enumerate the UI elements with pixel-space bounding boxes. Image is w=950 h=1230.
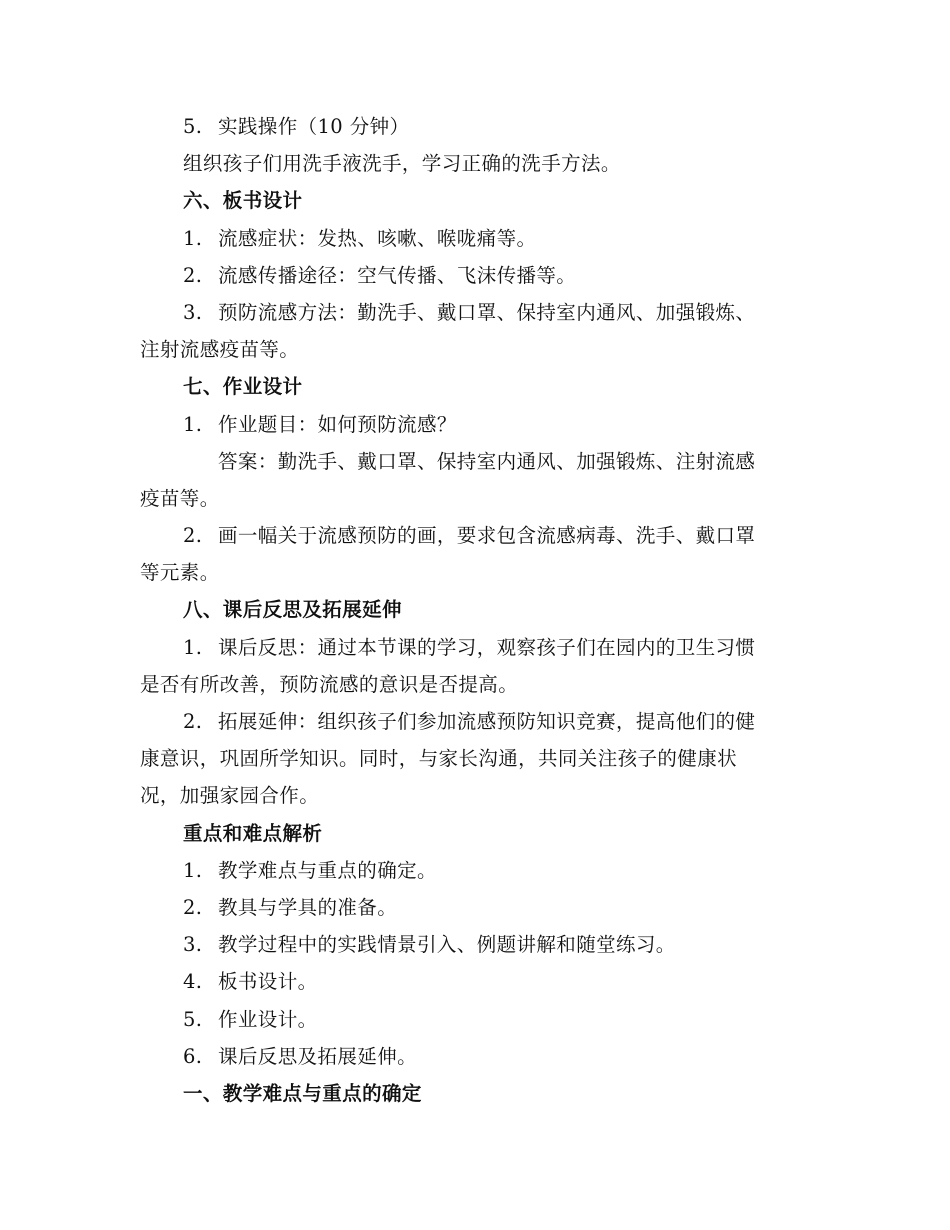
paragraph-continuation: 是否有所改善，预防流感的意识是否提高。 xyxy=(140,672,519,696)
item-number: 1. xyxy=(183,858,203,882)
list-item xyxy=(140,629,805,666)
item-text: 作业题目：如何预防流感？ xyxy=(218,412,457,436)
answer-paragraph: 答案：勤洗手、戴口罩、保持室内通风、加强锻炼、注射流感 xyxy=(218,449,756,473)
item-text: 教学难点与重点的确定。 xyxy=(218,858,437,882)
list-item xyxy=(140,220,805,257)
paragraph-continuation: 况，加强家园合作。 xyxy=(140,784,320,808)
paragraph-continuation: 等元素。 xyxy=(140,561,220,585)
item-number: 3. xyxy=(183,933,203,957)
item-text: 流感传播途径：空气传播、飞沫传播等。 xyxy=(218,263,577,287)
list-item xyxy=(140,1038,805,1075)
paragraph: 组织孩子们用洗手液洗手，学习正确的洗手方法。 xyxy=(183,152,621,176)
section-heading: 重点和难点解析 xyxy=(183,821,323,845)
section-heading: 六、板书设计 xyxy=(183,189,303,213)
paragraph-continuation: 注射流感疫苗等。 xyxy=(140,338,300,362)
item-text: 作业设计。 xyxy=(218,1007,318,1031)
list-item xyxy=(140,889,805,926)
item-number: 6. xyxy=(183,1044,203,1068)
item-text: 课后反思：通过本节课的学习，观察孩子们在园内的卫生习惯 xyxy=(218,635,756,659)
item-text: 实践操作（10 分钟） xyxy=(218,115,410,138)
item-number: 2. xyxy=(183,710,203,733)
item-text: 教学过程中的实践情景引入、例题讲解和随堂练习。 xyxy=(218,933,676,957)
item-text: 流感症状：发热、咳嗽、喉咙痛等。 xyxy=(218,226,537,250)
item-number: 5. xyxy=(183,1007,203,1031)
item-text: 拓展延伸：组织孩子们参加流感预防知识竞赛，提高他们的健 xyxy=(218,710,756,733)
list-item xyxy=(140,1001,805,1038)
list-item xyxy=(140,108,805,145)
paragraph-continuation: 康意识，巩固所学知识。同时，与家长沟通，共同关注孩子的健康状 xyxy=(140,747,738,771)
item-number: 3. xyxy=(183,300,203,324)
list-item xyxy=(140,257,805,294)
item-number: 1. xyxy=(183,412,203,436)
list-item xyxy=(140,406,805,443)
item-text: 板书设计。 xyxy=(218,970,318,994)
item-number: 5. xyxy=(183,115,203,138)
paragraph-continuation: 疫苗等。 xyxy=(140,486,220,510)
item-text: 课后反思及拓展延伸。 xyxy=(218,1044,418,1068)
section-heading: 七、作业设计 xyxy=(183,375,303,399)
item-number: 2. xyxy=(183,895,203,919)
list-item xyxy=(140,703,805,740)
list-item xyxy=(140,963,805,1000)
section-heading: 一、教学难点与重点的确定 xyxy=(183,1081,422,1105)
list-item xyxy=(140,852,805,889)
item-number: 1. xyxy=(183,226,203,250)
item-number: 2. xyxy=(183,263,203,287)
item-number: 2. xyxy=(183,524,203,548)
section-heading: 八、课后反思及拓展延伸 xyxy=(183,598,402,622)
item-text: 教具与学具的准备。 xyxy=(218,895,398,919)
item-number: 1. xyxy=(183,635,203,659)
item-text: 画一幅关于流感预防的画，要求包含流感病毒、洗手、戴口罩 xyxy=(218,524,756,548)
list-item xyxy=(140,926,805,963)
list-item xyxy=(140,517,805,554)
list-item xyxy=(140,294,805,331)
document-body xyxy=(140,108,805,1112)
item-number: 4. xyxy=(183,970,203,994)
item-text: 预防流感方法：勤洗手、戴口罩、保持室内通风、加强锻炼、 xyxy=(218,300,756,324)
